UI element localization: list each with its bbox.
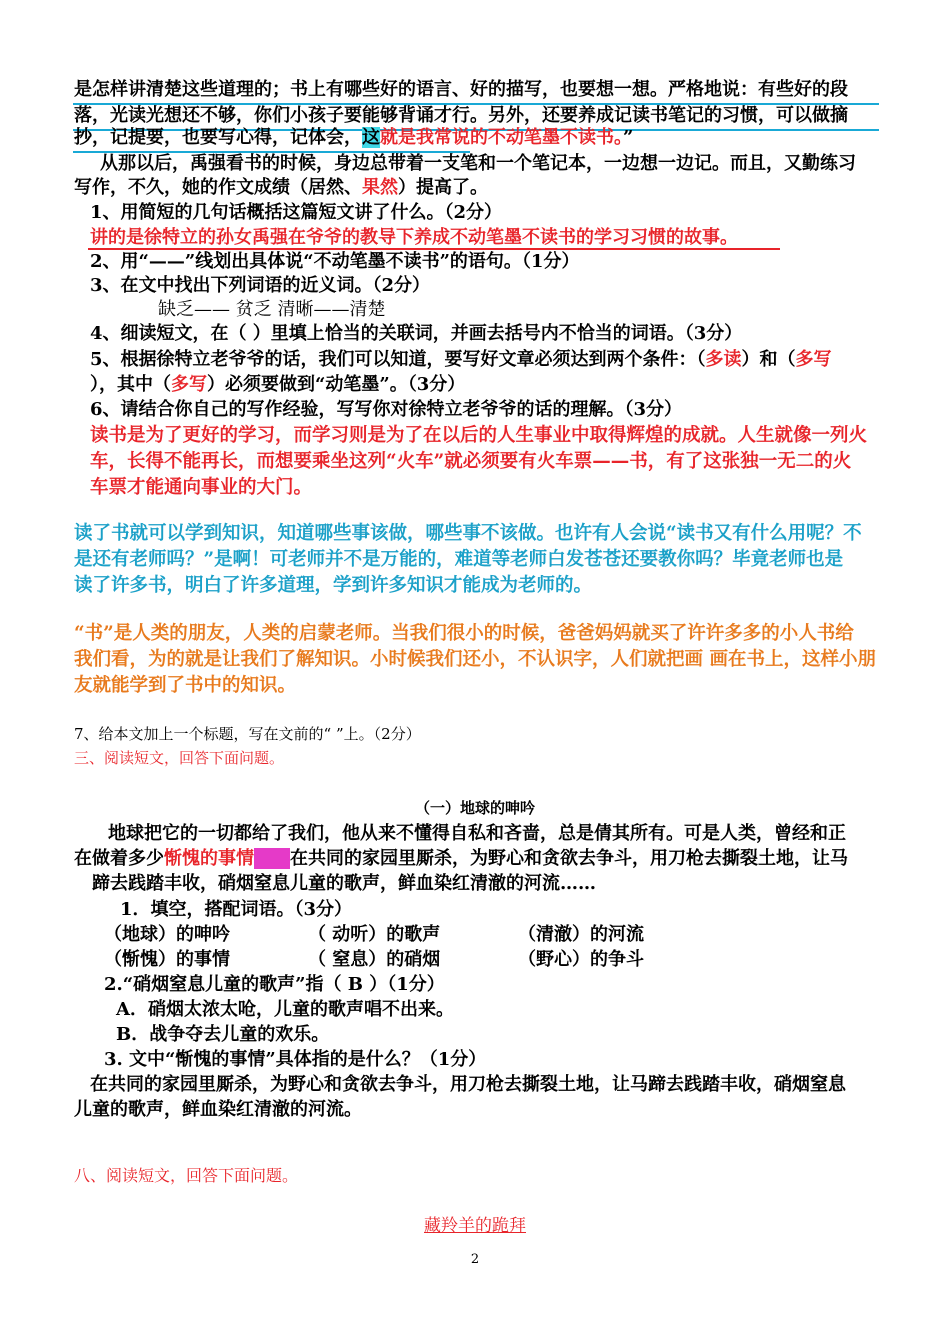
p2-question-3: 3. 文中“惭愧的事情”具体指的是什么？（1分） <box>104 1049 487 1070</box>
p2-row1-b: （ 动听）的歌声 <box>308 924 441 945</box>
passage1-line5: 写作，不久，她的作文成绩（居然、果然）提高了。 <box>74 177 488 198</box>
page-number: 2 <box>470 1252 480 1267</box>
answer6-orange-line1: “书”是人类的朋友，人类的启蒙老师。当我们很小的时候，爸爸妈妈就买了许许多多的小人书给 <box>74 623 854 644</box>
answer6-teal-line2: 是还有老师吗？”是啊！可老师并不是万能的，难道等老师白发苍苍还要教你吗？毕竟老师也是 <box>74 549 844 570</box>
passage2-line3: 蹄去践踏丰收，硝烟窒息儿童的歌声，鲜血染红清澈的河流…… <box>92 873 596 894</box>
highlight-zhe: 这 <box>362 127 380 148</box>
answer6-orange-line2: 我们看，为的就是让我们了解知识。小时候我们还小，不认识字，人们就把画 画在书上，这样小朋 <box>74 649 876 670</box>
section-8-heading: 八、阅读短文，回答下面问题。 <box>74 1166 299 1185</box>
question-5-cont: ），其中（多写）必须要做到“动笔墨”。（3分） <box>90 374 466 395</box>
p2-row2-c: （野心）的争斗 <box>518 949 644 970</box>
p2-row1-c: （清澈）的河流 <box>518 924 644 945</box>
p2-row2-a: （惭愧）的事情 <box>104 949 230 970</box>
question-3-words: 缺乏—— 贫乏 清晰——清楚 <box>158 299 386 320</box>
passage3-title: 藏羚羊的跪拜 <box>424 1216 526 1236</box>
p2-question-2: 2.“硝烟窒息儿童的歌声”指（ B ）（1分） <box>104 974 445 995</box>
passage1-line2: 落，光读光想还不够，你们小孩子要能够背诵才行。另外，还要养成记读书笔记的习惯，可以做摘 <box>74 105 848 126</box>
answer-guoran: 果然 <box>362 177 398 198</box>
p2-answer-3-line1: 在共同的家园里厮杀，为野心和贪欲去争斗，用刀枪去撕裂土地，让马蹄去践踏丰收，硝烟窒息 <box>90 1074 846 1095</box>
question-5: 5、根据徐特立老爷爷的话，我们可以知道，要写好文章必须达到两个条件：（多读）和（多写 <box>90 349 832 370</box>
question-6: 6、请结合你自己的写作经验，写写你对徐特立老爷爷的话的理解。（3分） <box>90 399 683 420</box>
answer6-teal-line1: 读了书就可以学到知识，知道哪些事该做，哪些事不该做。也许有人会说“读书又有什么用呢？不 <box>74 523 862 544</box>
passage1-line1: 是怎样讲清楚这些道理的；书上有哪些好的语言、好的描写，也要想一想。严格地说：有些好的段 <box>74 79 848 100</box>
passage2-title: （一）地球的呻吟 <box>414 799 535 817</box>
passage2-line2: 在做着多少惭愧的事情——在共同的家园里厮杀，为野心和贪欲去争斗，用刀枪去撕裂土地，让马 <box>74 848 848 869</box>
answer6-orange-line3: 友就能学到了书中的知识。 <box>74 675 297 696</box>
p2-option-b: B．战争夺去儿童的欢乐。 <box>116 1024 330 1045</box>
section-3-heading: 三、阅读短文，回答下面问题。 <box>74 749 285 767</box>
p2-answer-3-line2: 儿童的歌声，鲜血染红清澈的河流。 <box>74 1099 362 1120</box>
passage2-line1: 地球把它的一切都给了我们，他从来不懂得自私和吝啬，总是倩其所有。可是人类，曾经和正 <box>108 823 846 844</box>
answer6-red-line2: 车，长得不能再长，而想要乘坐这列“火车”就必须要有火车票——书，有了这张独一无二的火 <box>90 451 852 472</box>
highlight-canwei: 惭愧的事情 <box>164 848 254 869</box>
highlight-dash: —— <box>254 848 290 869</box>
p2-row2-b: （ 窒息）的硝烟 <box>308 949 441 970</box>
key-sentence: 就是我常说的不动笔墨不读书。 <box>380 127 623 148</box>
answer6-red-line1: 读书是为了更好的学习，而学习则是为了在以后的人生事业中取得辉煌的成就。人生就像一列火 <box>90 425 868 446</box>
passage1-line3: 抄，记提要，也要写心得，记体会，这就是我常说的不动笔墨不读书。” <box>74 127 634 148</box>
passage1-line4: 从那以后，禹强看书的时候，身边总带着一支笔和一个笔记本，一边想一边记。而且，又勤练习 <box>100 153 856 174</box>
question-1: 1、用简短的几句话概括这篇短文讲了什么。（2分） <box>90 202 503 223</box>
p2-option-a: A．硝烟太浓太呛，儿童的歌声唱不出来。 <box>116 999 454 1020</box>
answer6-teal-line3: 读了许多书，明白了许多道理，学到许多知识才能成为老师的。 <box>74 575 593 596</box>
question-2: 2、用“——”线划出具体说“不动笔墨不读书”的语句。（1分） <box>90 251 580 272</box>
answer-1: 讲的是徐特立的孙女禹强在爷爷的教导下养成不动笔墨不读书的学习习惯的故事。 <box>90 227 738 248</box>
question-3: 3、在文中找出下列词语的近义词。（2分） <box>90 275 431 296</box>
p2-row1-a: （地球）的呻吟 <box>104 924 230 945</box>
question-7: 7、给本文加上一个标题，写在文前的“ ”上。（2分） <box>74 725 421 743</box>
answer6-red-line3: 车票才能通向事业的大门。 <box>90 477 313 498</box>
question-4: 4、细读短文，在（ ）里填上恰当的关联词，并画去括号内不恰当的词语。（3分） <box>90 323 743 344</box>
p2-question-1: 1．填空，搭配词语。（3分） <box>120 899 353 920</box>
